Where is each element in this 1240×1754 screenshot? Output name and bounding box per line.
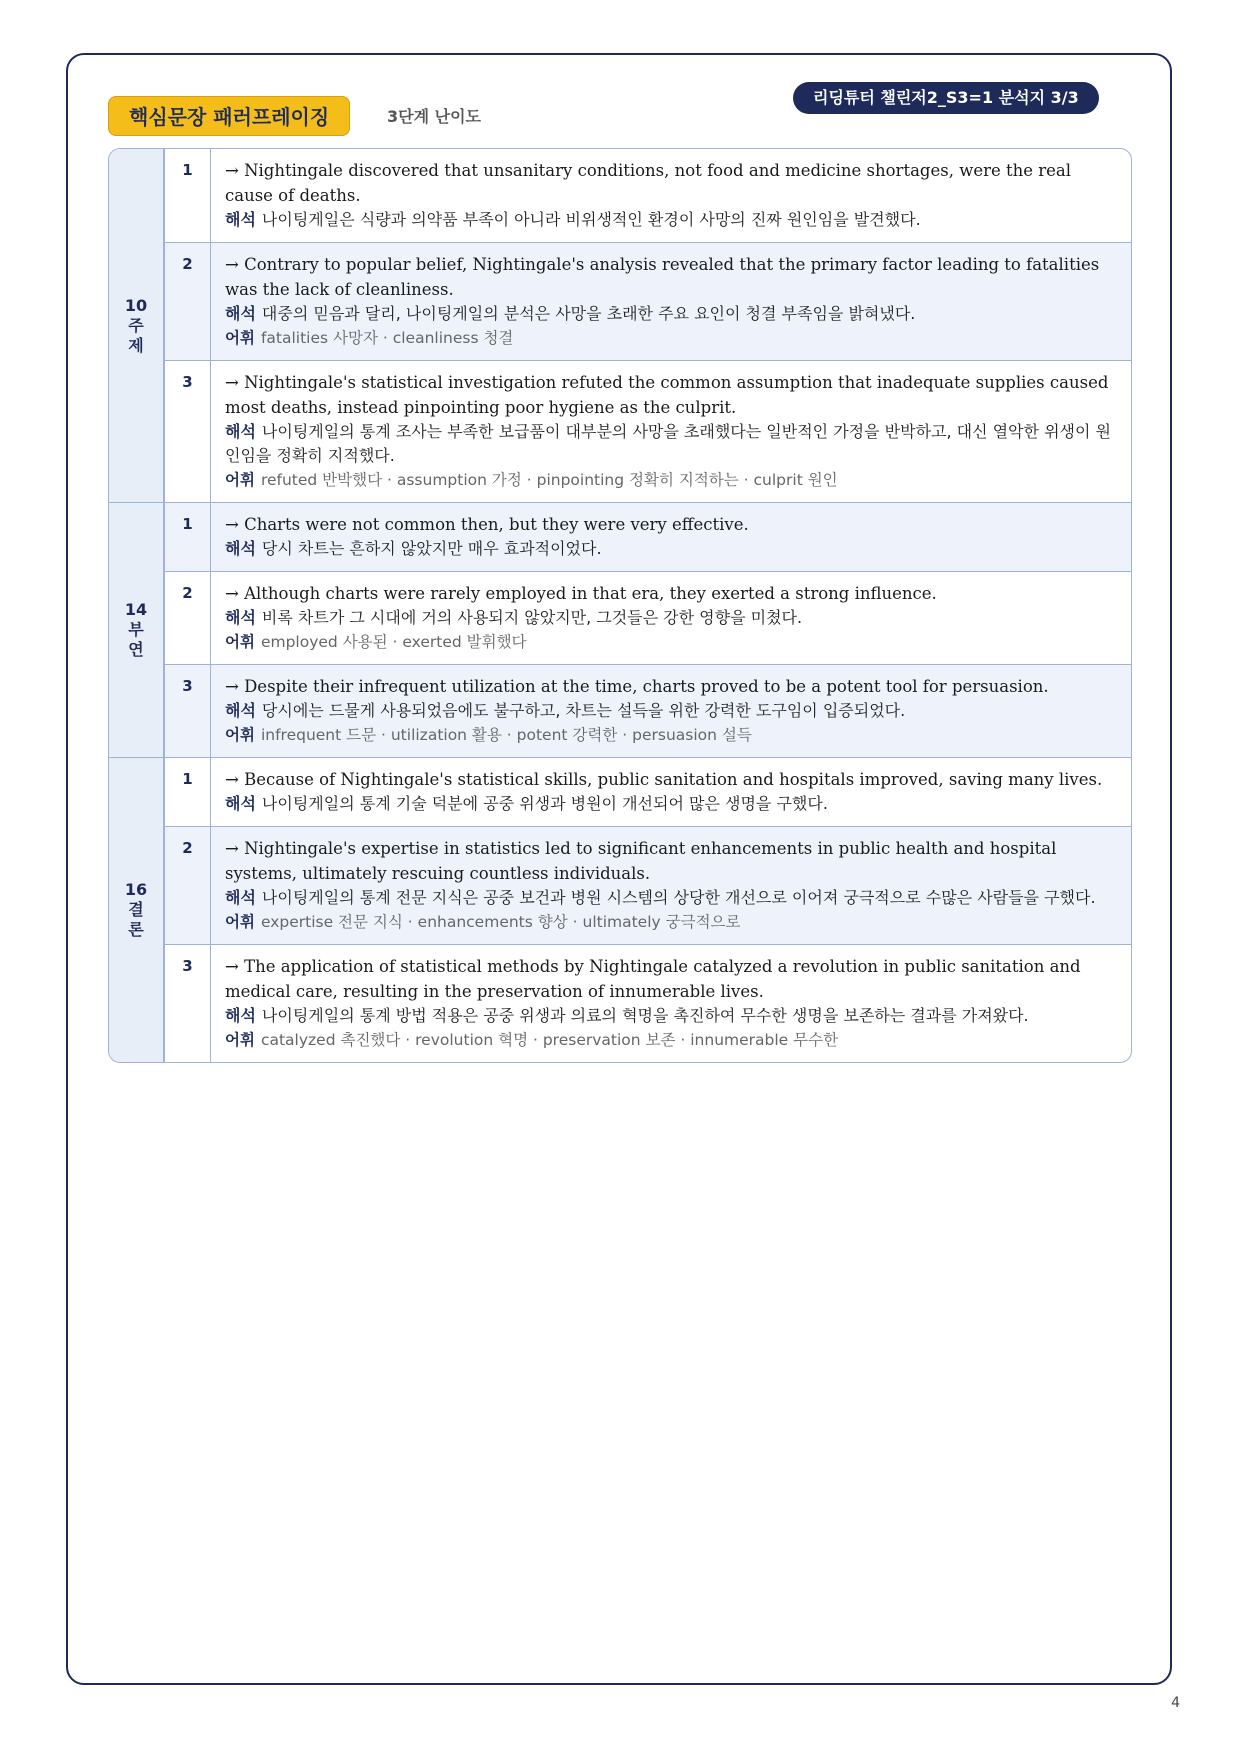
vocab-label: 어휘	[225, 1031, 255, 1049]
english-sentence: → Although charts were rarely employed in that era, they exerted a strong influence.	[225, 584, 937, 603]
english-sentence: → Charts were not common then, but they were very effective.	[225, 515, 749, 534]
translation-label: 해석	[225, 1006, 256, 1025]
translation-label: 해석	[225, 794, 256, 813]
korean-translation: 나이팅게일의 통계 조사는 부족한 보급품이 대부분의 사망을 초래했다는 일반적인 가정을 반박하고, 대신 열악한 위생이 원인임을 정확히 지적했다.	[225, 422, 1112, 465]
korean-translation: 당시 차트는 흔하지 않았지만 매우 효과적이었다.	[261, 539, 602, 558]
table-row	[165, 242, 1131, 360]
section-label	[109, 149, 165, 502]
section-label-char: 결	[128, 900, 144, 919]
row-number: 3	[165, 665, 211, 757]
korean-translation: 비록 차트가 그 시대에 거의 사용되지 않았지만, 그것들은 강한 영향을 미쳤다.	[261, 608, 803, 627]
section-label-char: 론	[128, 920, 144, 939]
korean-translation: 나이팅게일의 통계 방법 적용은 공중 위생과 의료의 혁명을 촉진하여 무수한 생명을 보존하는 결과를 가져왔다.	[261, 1006, 1029, 1025]
row-number: 2	[165, 572, 211, 664]
translation-label: 해석	[225, 304, 256, 323]
english-sentence: → Nightingale discovered that unsanitary conditions, not food and medicine shortages, were the real cause of deaths.	[225, 161, 1072, 205]
translation-label: 해석	[225, 608, 256, 627]
english-sentence: → Despite their infrequent utilization at the time, charts proved to be a potent tool for persuasion.	[225, 677, 1049, 696]
english-sentence: → Nightingale's expertise in statistics led to significant enhancements in public health and hospital systems, ultimately rescuing countless individuals.	[225, 839, 1057, 883]
korean-translation: 나이팅게일의 통계 기술 덕분에 공중 위생과 병원이 개선되어 많은 생명을 구했다.	[261, 794, 828, 813]
english-sentence: → Because of Nightingale's statistical skills, public sanitation and hospitals improved, saving many lives.	[225, 770, 1103, 789]
vocab-list: fatalities 사망자 · cleanliness 청결	[260, 329, 514, 347]
translation-label: 해석	[225, 539, 256, 558]
paraphrase-table	[108, 148, 1132, 1063]
section-paragraph-number: 10	[124, 295, 148, 315]
translation-label: 해석	[225, 701, 256, 720]
table-row	[165, 944, 1131, 1062]
english-sentence: → Nightingale's statistical investigation refuted the common assumption that inadequate supplies caused most deaths, instead pinpointing poor hygiene as the culprit.	[225, 373, 1109, 417]
row-number: 2	[165, 827, 211, 944]
table-row	[165, 571, 1131, 664]
section-paragraph-number: 14	[124, 600, 148, 619]
korean-translation: 대중의 믿음과 달리, 나이팅게일의 분석은 사망을 초래한 주요 요인이 청결 부족임을 밝혀냈다.	[261, 304, 916, 323]
korean-translation: 당시에는 드물게 사용되었음에도 불구하고, 차트는 설득을 위한 강력한 도구임이 입증되었다.	[261, 701, 906, 720]
english-sentence: → Contrary to popular belief, Nightingale's analysis revealed that the primary factor leading to fatalities was the lack of cleanliness.	[225, 255, 1100, 299]
row-number: 3	[165, 361, 211, 502]
vocab-label: 어휘	[225, 633, 255, 651]
section-paragraph-number: 16	[124, 880, 148, 899]
section-label-char: 연	[128, 640, 144, 659]
english-sentence: → The application of statistical methods by Nightingale catalyzed a revolution in public sanitation and medical care, resulting in the preservation of innumerable lives.	[225, 957, 1081, 1001]
section-label-char: 제	[128, 335, 144, 355]
table-row	[165, 664, 1131, 757]
row-number: 1	[165, 503, 211, 571]
vocab-list: expertise 전문 지식 · enhancements 향상 · ultimately 궁극적으로	[260, 913, 741, 931]
section-conclusion	[109, 757, 1131, 1062]
row-number: 1	[165, 758, 211, 826]
vocab-list: catalyzed 촉진했다 · revolution 혁명 · preservation 보존 · innumerable 무수한	[260, 1031, 839, 1049]
table-row	[165, 149, 1131, 242]
translation-label: 해석	[225, 888, 256, 907]
table-row	[165, 503, 1131, 571]
vocab-label: 어휘	[225, 471, 255, 489]
korean-translation: 나이팅게일은 식량과 의약품 부족이 아니라 비위생적인 환경이 사망의 진짜 원인임을 발견했다.	[261, 210, 921, 229]
vocab-list: employed 사용된 · exerted 발휘했다	[260, 633, 527, 651]
section-label	[109, 503, 165, 757]
vocab-label: 어휘	[225, 726, 255, 744]
difficulty-level: 3단계 난이도	[387, 107, 481, 126]
vocab-label: 어휘	[225, 913, 255, 931]
table-row	[165, 758, 1131, 826]
row-number: 1	[165, 149, 211, 242]
section-label-char: 주	[128, 315, 144, 335]
section-topic	[109, 149, 1131, 502]
section-label-char: 부	[128, 620, 144, 639]
section-title-tag: 핵심문장 패러프레이징	[108, 96, 350, 136]
document-badge: 리딩튜터 챌린저2_S3=1 분석지 3/3	[793, 82, 1099, 114]
section-label	[109, 758, 165, 1062]
page-number: 4	[1171, 1695, 1180, 1711]
row-number: 2	[165, 243, 211, 360]
section-extra	[109, 502, 1131, 757]
korean-translation: 나이팅게일의 통계 전문 지식은 공중 보건과 병원 시스템의 상당한 개선으로 이어져 궁극적으로 수많은 사람들을 구했다.	[261, 888, 1096, 907]
table-row	[165, 360, 1131, 502]
vocab-list: infrequent 드문 · utilization 활용 · potent 강력한 · persuasion 설득	[260, 726, 752, 744]
translation-label: 해석	[225, 422, 256, 441]
vocab-label: 어휘	[225, 329, 255, 347]
vocab-list: refuted 반박했다 · assumption 가정 · pinpointing 정확히 지적하는 · culprit 원인	[260, 471, 838, 489]
table-row	[165, 826, 1131, 944]
translation-label: 해석	[225, 210, 256, 229]
row-number: 3	[165, 945, 211, 1062]
